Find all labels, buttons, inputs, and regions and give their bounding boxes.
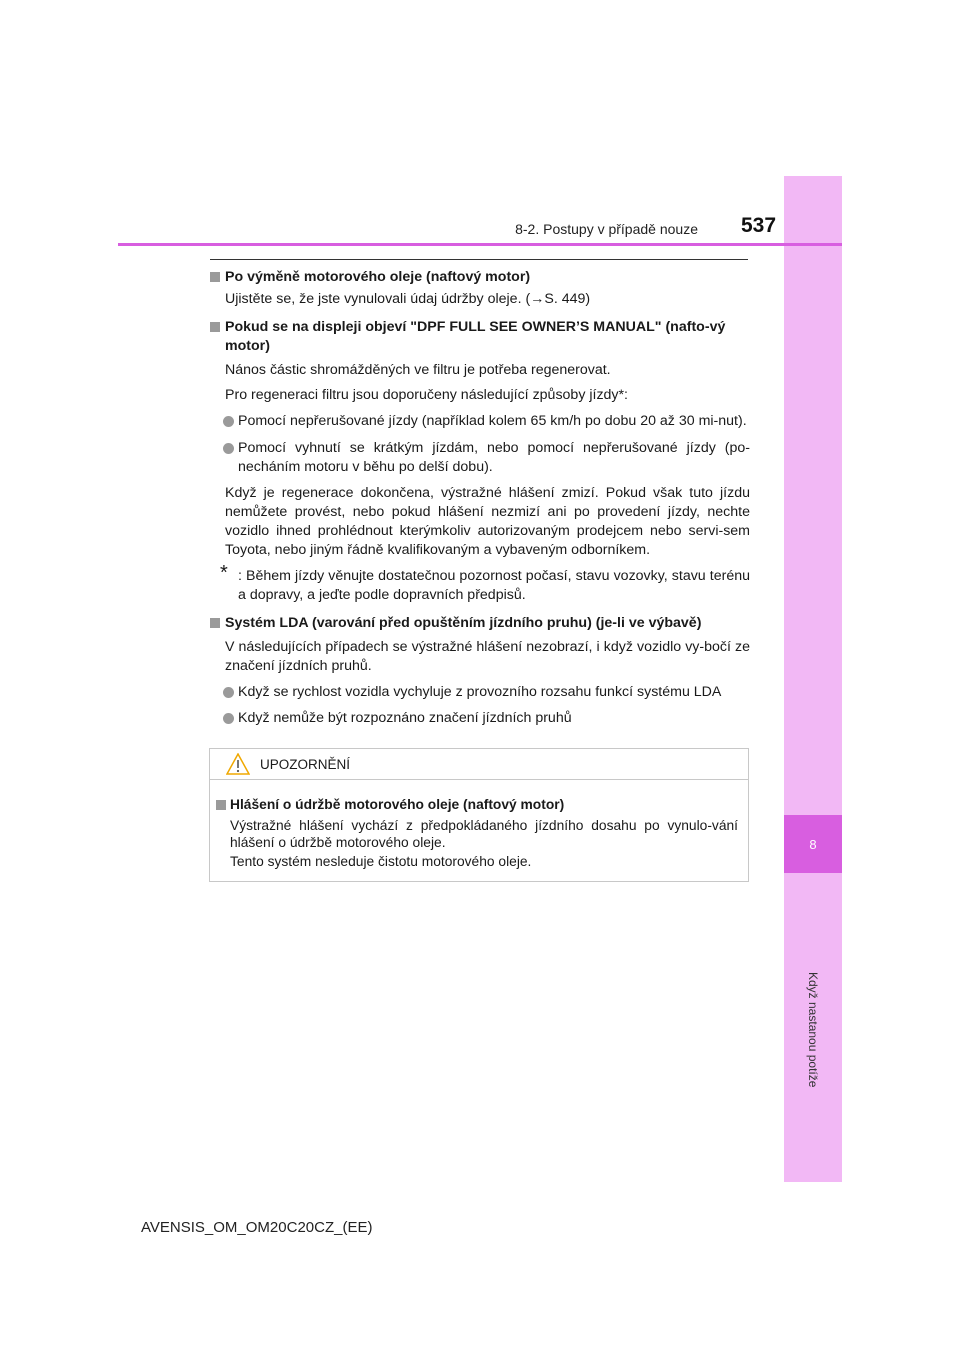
warning-box <box>209 748 749 882</box>
document-id: AVENSIS_OM_OM20C20CZ_(EE) <box>141 1219 373 1236</box>
section-heading: Po výměně motorového oleje (naftový motor) <box>210 268 750 287</box>
warning-triangle-icon <box>226 753 250 775</box>
main-content <box>210 266 750 728</box>
paragraph: Ujistěte se, že jste vynulovali údaj údržby oleje. (→S. 449) <box>225 291 591 307</box>
bullet-item: Pomocí vyhnutí se krátkým jízdám, nebo pomocí nepřerušované jízdy (po-necháním motoru v běhu po delší dobu). <box>210 439 750 477</box>
warning-body <box>210 780 748 870</box>
bullet-item: Když se rychlost vozidla vychyluje z provozního rozsahu funkcí systému LDA <box>210 683 750 702</box>
section-heading: Pokud se na displeji objeví "DPF FULL SEE OWNER’S MANUAL" (nafto-vý motor) <box>210 318 750 356</box>
warning-label: UPOZORNĚNÍ <box>260 756 351 772</box>
chapter-number-tab[interactable]: 8 <box>784 815 842 873</box>
footnote-mark: * <box>220 562 228 584</box>
footnote-text: : Během jízdy věnujte dostatečnou pozornost počasí, stavu vozovky, stavu terénu a dopravy, a jeďte podle dopravních předpisů. <box>238 568 750 603</box>
footnote <box>210 562 750 605</box>
chapter-title: Když nastanou potíže <box>806 972 820 1088</box>
section-title: 8-2. Postupy v případě nouze <box>515 221 698 237</box>
paragraph: Pro regeneraci filtru jsou doporučeny následující způsoby jízdy*: <box>225 387 628 403</box>
bullet-item: Když nemůže být rozpoznáno značení jízdních pruhů <box>210 709 750 728</box>
warning-text: Výstražné hlášení vychází z předpokládaného jízdního dosahu po vynulo-vání hlášení o údržbě motorového oleje. <box>230 818 738 850</box>
bullet-item: Pomocí nepřerušované jízdy (například kolem 65 km/h po dobu 20 až 30 mi-nut). <box>210 412 750 431</box>
warning-header <box>210 749 748 780</box>
content-top-rule <box>210 259 748 260</box>
paragraph: Nános částic shromážděných ve filtru je potřeba regenerovat. <box>225 362 611 378</box>
paragraph: Když je regenerace dokončena, výstražné hlášení zmizí. Pokud však tuto jízdu nemůžete provést, nebo pokud hlášení nezmizí ani po provedení jízdy, nechte vozidlo ihned prohlédnout kterýmkoliv autorizovaným prodejcem nebo servi-sem Toyota, nebo jiným řádně kvalifikovaným a vybaveným odborníkem. <box>225 485 750 558</box>
header-divider <box>118 243 842 246</box>
warning-text: Tento systém nesleduje čistotu motorového oleje. <box>230 854 532 869</box>
paragraph: V následujících případech se výstražné hlášení nezobrazí, i když vozidlo vy-bočí ze značení jízdních pruhů. <box>225 639 750 674</box>
page-number: 537 <box>741 214 777 237</box>
section-heading: Systém LDA (varování před opuštěním jízdního pruhu) (je-li ve výbavě) <box>210 614 750 633</box>
warning-heading: Hlášení o údržbě motorového oleje (naftový motor) <box>216 796 738 813</box>
